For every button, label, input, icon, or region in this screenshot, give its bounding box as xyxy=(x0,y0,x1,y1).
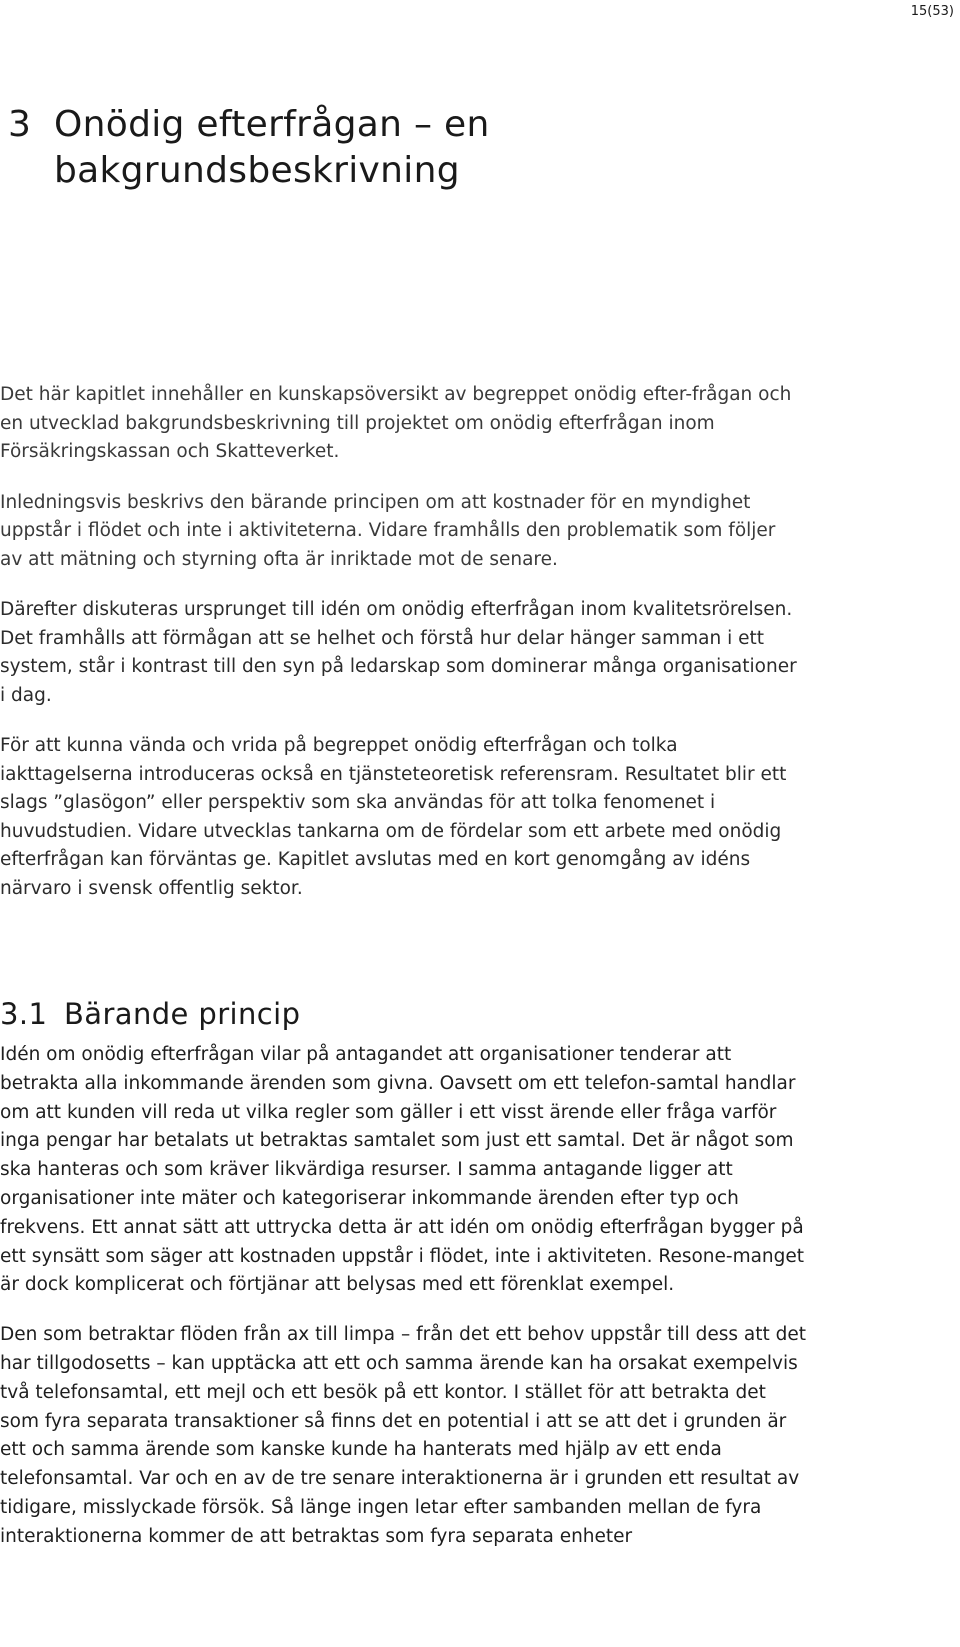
chapter-title-line2: bakgrundsbeskrivning xyxy=(54,150,460,191)
chapter-number: 3 xyxy=(8,104,32,145)
chapter-intro xyxy=(0,381,800,925)
section-heading xyxy=(0,996,300,1032)
chapter-title-line1: Onödig efterfrågan – en xyxy=(54,104,490,145)
intro-paragraph: Det här kapitlet innehåller en kunskapsöversikt av begreppet onödig efter-frågan och en utvecklad bakgrundsbeskrivning till projektet om onödig efterfrågan inom Försäkringskassan och Skatteverket. xyxy=(0,384,792,462)
body-paragraph: Den som betraktar flöden från ax till limpa – från det ett behov uppstår till dess att det har tillgodosetts – kan upptäcka att ett och samma ärende kan ha orsakat exempelvis två telefonsamtal, ett mejl och ett besök på ett kontor. I stället för att betrakta det som fyra separata transaktioner så finns det en potential i att se att det i grunden är ett och samma ärende som kanske kunde ha hanterats med hjälp av ett enda telefonsamtal. Var och en av de tre senare interaktionerna är i grunden ett resultat av tidigare, misslyckade försök. Så länge ingen letar efter sambanden mellan de fyra interaktionerna kommer de att betraktas som fyra separata enheter xyxy=(0,1324,807,1547)
section-number: 3.1 xyxy=(0,997,48,1031)
section-title: Bärande princip xyxy=(64,997,301,1031)
intro-paragraph: För att kunna vända och vrida på begreppet onödig efterfrågan och tolka iakttagelserna introduceras också en tjänsteteoretisk referensram. Resultatet blir ett slags ”glasögon” eller perspektiv som ska användas för att tolka fenomenet i huvudstudien. Vidare utvecklas tankarna om de fördelar som ett arbete med onödig efterfrågan kan förväntas ge. Kapitlet avslutas med en kort genomgång av idéns närvaro i svensk offentlig sektor. xyxy=(0,735,787,899)
body-paragraph: Idén om onödig efterfrågan vilar på antagandet att organisationer tenderar att betrakta alla inkommande ärenden som givna. Oavsett om ett telefon-samtal handlar om att kunden vill reda ut vilka regler som gäller i ett visst ärende eller fråga varför inga pengar har betalats ut betraktas samtalet som just ett samtal. Det är något som ska hanteras och som kräver likvärdiga resurser. I samma antagande ligger att organisationer inte mäter och kategoriserar inkommande ärenden efter typ och frekvens. Ett annat sätt att uttrycka detta är att idén om onödig efterfrågan bygger på ett synsätt som säger att kostnaden uppstår i flödet, inte i aktiviteten. Resone-manget är dock komplicerat och förtjänar att belysas med ett förenklat exempel. xyxy=(0,1044,805,1296)
page-number: 15(53) xyxy=(910,4,954,19)
intro-paragraph: Därefter diskuteras ursprunget till idén om onödig efterfrågan inom kvalitetsrörelsen. Det framhålls att förmågan att se helhet och förstå hur delar hänger samman i ett system, står i kontrast till den syn på ledarskap som dominerar många organisationer i dag. xyxy=(0,599,797,706)
chapter-title xyxy=(8,102,768,194)
intro-paragraph: Inledningsvis beskrivs den bärande principen om att kostnader för en myndighet uppstår i flödet och inte i aktiviteterna. Vidare framhålls den problematik som följer av att mätning och styrning ofta är inriktade mot de senare. xyxy=(0,491,776,570)
section-body xyxy=(0,1041,810,1573)
